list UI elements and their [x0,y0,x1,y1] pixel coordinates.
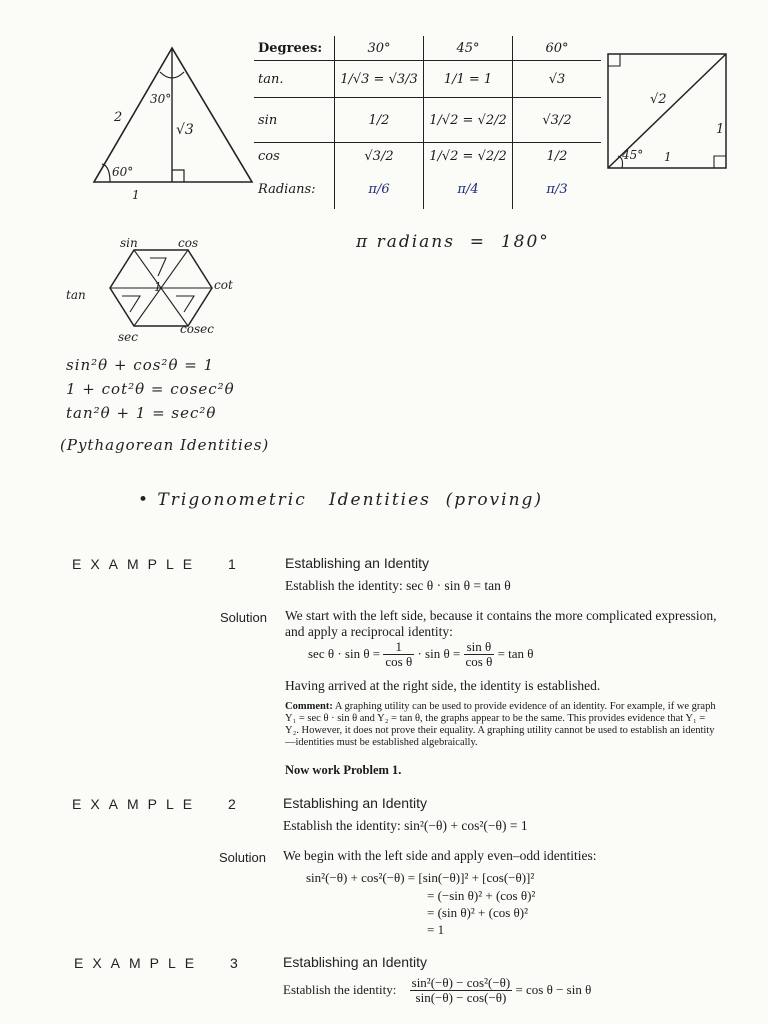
eq-fraction-1 [383,640,414,670]
example-label-text: EXAMPLE [74,955,204,971]
identity-caption: (Pythagorean Identities) [60,436,270,454]
example-1-equation [308,640,534,670]
hexagon-label-sin: sin [120,236,138,250]
identity-line-1: sin²θ + cos²θ = 1 [66,356,215,374]
table-header-30: 30° [335,36,424,61]
example-2-solution-text: We begin with the left side and apply even–odd identities: [283,848,597,863]
eq-frac1-den: cos θ [385,654,413,670]
table-cell: √3/2 [513,98,602,143]
hexagon-label-cosec: cosec [180,322,214,336]
table-header-60: 60° [513,36,602,61]
table-cell: π/3 [546,181,568,197]
triangle-30-60-90-diagram [80,40,270,210]
table-cell: 1/√2 = √2/2 [424,98,513,143]
square-side-right: 1 [716,122,725,137]
triangle-angle-bottom: 60° [112,165,134,179]
example-1-statement: Establish the identity: sec θ · sin θ = tan θ [285,578,511,593]
example-2-step-1: sin²(−θ) + cos²(−θ) = [sin(−θ)]² + [cos(−θ)]² [306,870,535,885]
comment-text: A graphing utility can be used to provide evidence of an identity. For example, if we graph Y₁ = sec θ · sin θ and Y₂ = tan θ, the graphs appear to be the same. This provides evidence that Y₁ = Y₂. However, it does not prove their equality. A graphing utility cannot be used to establish an identity—identities must be established algebraically. [285,701,716,748]
identity-line-2: 1 + cot²θ = cosec²θ [66,380,235,398]
table-cell: 1/√2 = √2/2 [424,143,513,170]
radians-equation: π radians = 180° [356,232,550,252]
example-1-now-work: Now work Problem 1. [285,763,402,777]
example-3-suffix: = cos θ − sin θ [515,981,592,997]
square-side-bottom: 1 [664,150,672,164]
table-cell: √3/2 [335,143,424,170]
eq-mid: · sin θ = [417,645,461,661]
square-angle-label: 45° [622,148,644,162]
table-cell: π/4 [424,169,513,209]
example-2-title: Establishing an Identity [283,795,427,811]
eq-rhs: = tan θ [497,645,534,661]
eq-lhs: sec θ · sin θ = [308,645,381,661]
hexagon-label-cot: cot [214,278,233,292]
table-cell: 1/1 = 1 [424,61,513,98]
hexagon-label-center: 1 [154,280,162,294]
example-label-text: EXAMPLE [72,556,202,572]
example-3-fraction [410,976,513,1006]
example-2-statement: Establish the identity: sin²(−θ) + cos²(−θ) = 1 [283,818,528,833]
triangle-side-bottom: 1 [132,188,140,202]
example-2-label [72,796,245,812]
table-label-tan: tan. [254,61,335,98]
triangle-side-hyp: 2 [114,110,123,125]
example-1-solution-text: We start with the left side, because it contains the more complicated expression, and apply a reciprocal identity: [285,608,717,639]
table-cell: 1/2 [335,98,424,143]
example-1-solution-label: Solution [220,610,267,625]
example-1-label [72,556,245,572]
eq-frac2-num: sin θ [464,640,495,655]
eq-frac2-den: cos θ [465,654,493,670]
example-2-step-3: = (sin θ)² + (cos θ)² [427,905,528,920]
hexagon-label-cos: cos [178,236,199,250]
hexagon-label-sec: sec [118,330,138,344]
table-cell: 1/2 [513,143,602,170]
table-label-cos: cos [254,143,335,170]
example-3-frac-num: sin²(−θ) − cos²(−θ) [411,975,511,990]
triangle-side-mid: √3 [176,122,194,138]
table-header-degrees: Degrees: [254,36,335,61]
hexagon-label-tan: tan [66,288,86,302]
example-1-comment [285,701,721,749]
table-cell: 1/√3 = √3/3 [335,61,424,98]
example-2-step-2: = (−sin θ)² + (cos θ)² [427,888,536,903]
example-number: 1 [228,556,245,572]
example-3-title: Establishing an Identity [283,954,427,970]
table-label-sin: sin [254,98,335,143]
identity-line-3: tan²θ + 1 = sec²θ [66,404,217,422]
example-1-title: Establishing an Identity [285,555,429,571]
eq-frac1-num: 1 [383,640,414,655]
example-label-text: EXAMPLE [72,796,202,812]
eq-fraction-2 [464,640,495,670]
trig-values-table [254,36,601,209]
triangle-angle-top: 30° [150,92,172,106]
table-label-radians: Radians: [258,181,316,197]
example-1-conclusion: Having arrived at the right side, the identity is established. [285,678,601,693]
example-2-step-4: = 1 [427,922,445,937]
example-number: 2 [228,796,245,812]
table-cell: π/6 [335,169,424,209]
example-3-frac-den: sin(−θ) − cos(−θ) [415,990,507,1006]
comment-label: Comment: [285,701,333,712]
section-heading: • Trigonometric Identities (proving) [138,490,544,510]
example-number: 3 [230,955,247,971]
table-cell: √3 [513,61,602,98]
example-3-prefix: Establish the identity: [283,981,397,997]
square-diagonal-label: √2 [650,92,667,107]
example-2-solution-label: Solution [219,850,266,865]
table-header-45: 45° [424,36,513,61]
example-3-statement [283,976,591,1006]
example-3-label [74,955,247,971]
